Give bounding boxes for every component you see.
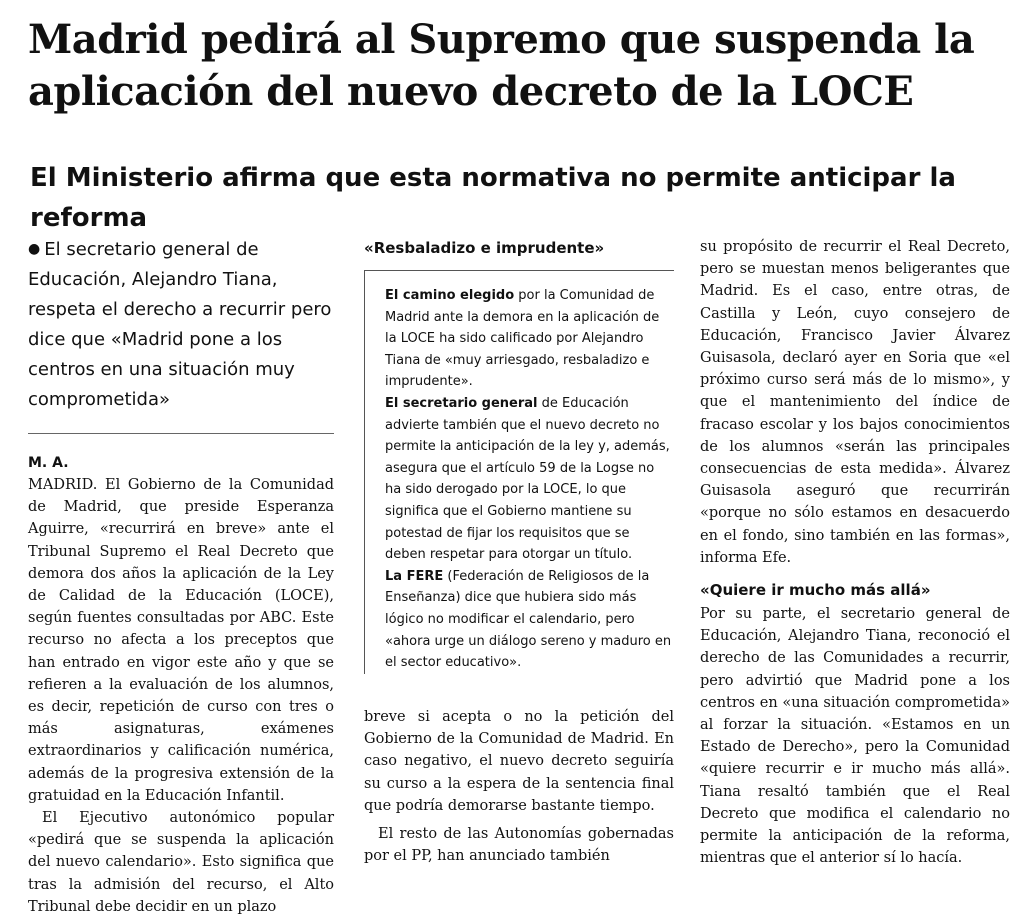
body-paragraph-2 <box>28 807 334 918</box>
sidebar-lead-3: La FERE <box>385 568 444 584</box>
sidebar-title: «Resbaladizo e imprudente» <box>364 239 605 257</box>
body-paragraph-4 <box>364 823 674 867</box>
sidebar-paragraph-2 <box>385 393 674 566</box>
sidebar-paragraph-1 <box>385 285 674 393</box>
divider <box>28 433 334 434</box>
body-paragraph-6: Por su parte, el secretario general de Educación, Alejandro Tiana, reconoció el derecho de las Comunidades a recurrir, pero advirtió que Madrid pone a los centros en «una situación comprometida» al forzar la situación. «Estamos en un Estado de Derecho», pero la Comunidad «quiere recurrir e ir mucho más allá». Tiana resaltó también que el Real Decreto que modifica el calendario no permite la anticipación de la reforma, mientras que el anterior sí lo hacía. <box>700 606 1010 867</box>
sidebar-lead-1: El camino elegido <box>385 288 515 303</box>
summary-lead <box>28 234 334 415</box>
subheadline: El Ministerio afirma que esta normativa no permite anticipar la reforma <box>30 163 956 233</box>
body-paragraph-1: MADRID. El Gobierno de la Comunidad de Madrid, que preside Esperanza Aguirre, «recurrirá en breve» ante el Tribunal Supremo el Real Decreto que demora dos años la aplicación de la Ley de Calidad de la Educación (LOCE), según fuentes consultadas por ABC. Este recurso no afecta a los preceptos que han entrado en vigor este año y que se refieren a la evaluación de los alumnos, es decir, repetición de curso con tres o más asignaturas, exámenes extraordinarios y calificación numérica, además de la progresiva extensión de la gratuidad en la Educación Infantil. <box>28 477 334 804</box>
byline: M. A. <box>28 455 69 471</box>
subtitle-quiere: «Quiere ir mucho más allá» <box>700 581 931 600</box>
column-3 <box>700 236 1010 869</box>
column-2-body <box>364 706 674 867</box>
sidebar-lead-2: El secretario general <box>385 395 538 411</box>
column-2-sidebar <box>364 236 674 674</box>
sidebar-text-2: de Educación advierte también que el nuevo decreto no permite la anticipación de la ley y, además, asegura que el artículo 59 de la Logse no ha sido derogado por la LOCE, lo que significa que el Gobierno mantiene su potestad de fijar los requisitos que se deben respetar para otorgar un título. <box>385 395 670 563</box>
bullet-icon: ● <box>28 241 41 257</box>
sidebar-text-1: por la Comunidad de Madrid ante la demora en la aplicación de la LOCE ha sido calificado por Alejandro Tiana de «muy arriesgado, resbaladizo e imprudente». <box>385 288 660 390</box>
body-paragraph-5: su propósito de recurrir el Real Decreto, pero se muestan menos beligerantes que Madrid. Es el caso, entre otras, de Castilla y León, cuyo consejero de Educación, Francisco Javier Álvarez Guisasola, declaró ayer en Soria que «el próximo curso será más de lo mismo», y que el mantenimiento del índice de fracaso escolar y los bajos conocimientos de los alumnos «serán las principales consecuencias de esta medida». Álvarez Guisasola aseguró que recurrirán «porque no sólo estamos en desacuerdo en el fondo, sino también en las formas», informa Efe. <box>700 239 1010 566</box>
column-1 <box>28 234 334 918</box>
sidebar-box <box>364 270 674 674</box>
body-paragraph-4-text: El resto de las Autonomías gobernadas por el PP, han anunciado también <box>364 826 674 865</box>
sidebar-paragraph-3 <box>385 566 674 674</box>
headline: Madrid pedirá al Supremo que suspenda la aplicación del nuevo decreto de la LOCE <box>28 16 975 115</box>
body-paragraph-2-text: El Ejecutivo autonómico popular «pedirá que se suspenda la aplicación del nuevo calendario». Esto significa que tras la admisión del recurso, el Alto Tribunal debe decidir en un plazo <box>28 810 334 915</box>
sidebar-text-3: (Federación de Religiosos de la Enseñanza) dice que hubiera sido más lógico no modificar el calendario, pero «ahora urge un diálogo sereno y maduro en el sector educativo». <box>385 568 672 671</box>
summary-text: El secretario general de Educación, Alejandro Tiana, respeta el derecho a recurrir pero dice que «Madrid pone a los centros en una situación muy comprometida» <box>28 239 332 410</box>
body-paragraph-3: breve si acepta o no la petición del Gobierno de la Comunidad de Madrid. En caso negativo, el nuevo decreto seguiría su curso a la espera de la sentencia final que podría demorarse bastante tiempo. <box>364 709 674 814</box>
